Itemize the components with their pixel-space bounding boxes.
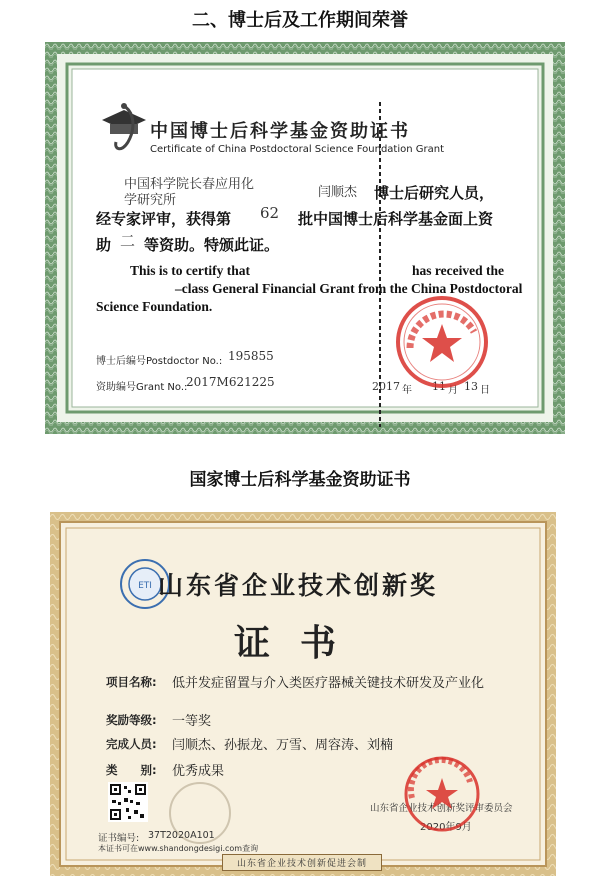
recipient-name: 闫顺杰 xyxy=(318,185,358,200)
en-line-3: Science Foundation. xyxy=(96,299,213,314)
category-label: 类 别: xyxy=(106,763,157,777)
cert1-subtitle: Certificate of China Postdoctoral Science Foundation Grant xyxy=(150,144,444,155)
grade-number: 二 xyxy=(120,232,136,250)
institute-line-2: 学研究所 xyxy=(124,193,177,208)
body-line-2-suffix: 批中国博士后科学基金面上资 xyxy=(298,210,494,228)
date-day: 13 xyxy=(464,380,478,393)
section-heading: 二、博士后及工作期间荣誉 xyxy=(192,10,408,31)
grant-no: 2017M621225 xyxy=(186,375,275,389)
project-name: 低并发症留置与介入类医疗器械关键技术研发及产业化 xyxy=(172,676,485,691)
cert1-red-seal xyxy=(392,292,492,392)
body-line-3-suffix: 等资助。特颁此证。 xyxy=(144,236,280,254)
date-day-suffix: 日 xyxy=(480,385,490,396)
date-month-suffix: 月 xyxy=(448,385,458,396)
postdoc-logo xyxy=(100,98,148,158)
institute-line-1: 中国科学院长春应用化 xyxy=(124,177,255,192)
caption-postdoc-certificate: 国家博士后科学基金资助证书 xyxy=(189,470,411,490)
batch-number: 62 xyxy=(260,204,280,222)
postdoc-no: 195855 xyxy=(228,349,274,363)
body-line-3-prefix: 助 xyxy=(96,236,112,254)
issue-date: 2020年9月 xyxy=(420,822,472,833)
en-line-1a: This is to certify that xyxy=(130,263,250,278)
people-list: 闫顺杰、孙振龙、万雪、周容涛、刘楠 xyxy=(172,738,394,753)
issuer: 山东省企业技术创新奖评审委员会 xyxy=(370,803,513,814)
people-label: 完成人员: xyxy=(106,737,157,751)
cert2-title: 山东省企业技术创新奖 xyxy=(158,571,439,600)
cert1-title: 中国博士后科学基金资助证书 xyxy=(150,121,410,142)
grant-no-label: 资助编号Grant No.: xyxy=(96,382,188,393)
cert-no-label: 证书编号: xyxy=(98,833,140,844)
en-line-1b: has received the xyxy=(412,263,504,278)
en-line-2: –class General Financial Grant from the China Postdoctoral xyxy=(175,281,523,296)
cert2-red-seal xyxy=(400,752,484,836)
project-label: 项目名称: xyxy=(106,675,157,689)
category-value: 优秀成果 xyxy=(172,764,225,779)
date-month: 11 xyxy=(432,380,446,393)
qr-code xyxy=(108,782,148,822)
cert2-big-title: 证书 xyxy=(234,622,367,664)
verify-text: 本证书可在www.shandongdesigi.com查询 xyxy=(98,844,259,853)
cert-no: 37T2020A101 xyxy=(148,830,215,841)
date-year-suffix: 年 xyxy=(402,385,412,396)
body-line-2-prefix: 经专家评审，获得第 xyxy=(96,210,232,228)
svg-text:ETI: ETI xyxy=(138,581,152,591)
body-line-1: 博士后研究人员， xyxy=(374,184,495,202)
date-year: 2017 xyxy=(372,380,400,393)
postdoc-no-label: 博士后编号Postdoctor No.: xyxy=(96,356,223,367)
award-label: 奖励等级: xyxy=(106,713,157,727)
footer-maker: 山东省企业技术创新促进会制 xyxy=(222,854,382,871)
award-grade: 一等奖 xyxy=(172,714,212,729)
